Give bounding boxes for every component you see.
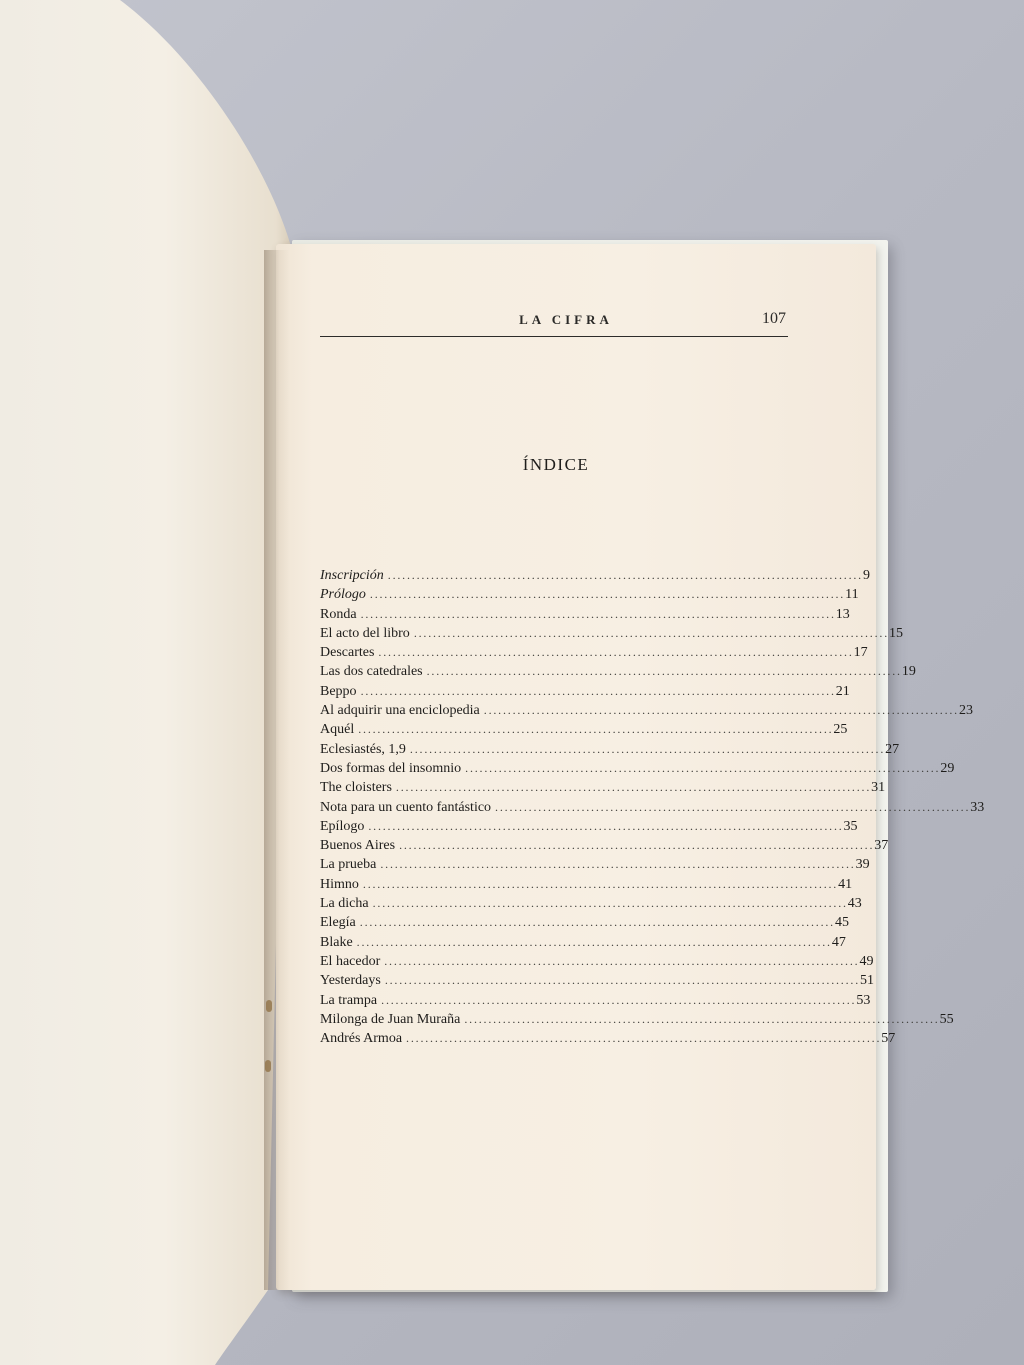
toc-entry-page: 15 <box>889 625 904 641</box>
toc-entry <box>320 566 870 585</box>
toc-entry-page: 45 <box>834 915 849 931</box>
toc-entry-title: La trampa <box>320 992 378 1008</box>
toc-leader-dots: ................................................................................................... <box>358 722 834 737</box>
toc-entry <box>320 855 870 874</box>
toc-entry-title: Prólogo <box>320 587 366 603</box>
toc-leader-dots: ................................................................................................... <box>409 741 886 756</box>
toc-entry-title: La prueba <box>320 857 377 873</box>
toc-leader-dots: ................................................................................................... <box>380 857 856 872</box>
toc-entry-page: 53 <box>856 992 871 1008</box>
toc-entry <box>320 894 862 913</box>
toc-entry-title: Aquél <box>320 722 355 738</box>
toc-entry-page: 43 <box>847 896 862 912</box>
toc-entry <box>320 624 904 643</box>
toc-entry-title: Elegía <box>320 915 356 931</box>
toc-entry-title: El hacedor <box>320 953 381 969</box>
header-rule <box>320 336 788 337</box>
toc-entry <box>320 971 875 990</box>
toc-entry <box>320 605 850 624</box>
index-heading: ÍNDICE <box>522 455 590 474</box>
toc-entry-title: Eclesiastés, 1,9 <box>320 741 406 757</box>
toc-entry <box>320 682 850 701</box>
toc-entry <box>320 933 846 952</box>
page-number: 107 <box>762 310 786 327</box>
toc-entry <box>320 720 848 739</box>
toc-entry-page: 51 <box>860 973 875 989</box>
toc-leader-dots: ................................................................................................... <box>465 760 941 775</box>
toc-entry-page: 27 <box>885 741 900 757</box>
toc-entry <box>320 701 973 720</box>
toc-leader-dots: ................................................................................................... <box>378 645 854 660</box>
toc-entry <box>320 1029 896 1048</box>
toc-entry-page: 19 <box>901 664 916 680</box>
toc-entry <box>320 759 955 778</box>
toc-entry <box>320 836 889 855</box>
toc-entry-title: Epílogo <box>320 818 365 834</box>
toc-entry-page: 33 <box>970 799 985 815</box>
toc-leader-dots: ................................................................................................... <box>360 683 836 698</box>
toc-leader-dots: ................................................................................................... <box>399 838 875 853</box>
toc-leader-dots: ................................................................................................... <box>356 934 832 949</box>
toc-leader-dots: ................................................................................................... <box>360 606 836 621</box>
toc-leader-dots: ................................................................................................... <box>368 818 844 833</box>
toc-leader-dots: ................................................................................................... <box>495 799 971 814</box>
toc-leader-dots: ................................................................................................... <box>406 1031 882 1046</box>
toc-entry-title: Las dos catedrales <box>320 664 423 680</box>
toc-entry-page: 21 <box>835 683 850 699</box>
toc-leader-dots: ................................................................................................... <box>372 896 848 911</box>
toc-entry-page: 23 <box>958 703 973 719</box>
toc-entry-title: Yesterdays <box>320 973 381 989</box>
toc-entry-page: 17 <box>853 645 868 661</box>
toc-entry-page: 55 <box>939 1011 954 1027</box>
toc-leader-dots: ................................................................................................... <box>381 992 857 1007</box>
toc-leader-dots: ................................................................................................... <box>384 953 860 968</box>
toc-entry <box>320 643 868 662</box>
toc-entry-title: Himno <box>320 876 359 892</box>
toc-entry-title: La dicha <box>320 896 369 912</box>
toc-entry-title: Nota para un cuento fantástico <box>320 799 492 815</box>
toc-leader-dots: ................................................................................................... <box>395 780 872 795</box>
toc-entry-title: Milonga de Juan Muraña <box>320 1011 461 1027</box>
left-page <box>0 0 300 1365</box>
stain-mark <box>266 1000 272 1012</box>
toc-entry-page: 31 <box>871 780 886 796</box>
toc-entry-title: Descartes <box>320 645 375 661</box>
toc-entry-page: 13 <box>835 606 850 622</box>
toc-entry <box>320 798 985 817</box>
toc-leader-dots: ................................................................................................... <box>369 587 846 602</box>
running-head-title: LA CIFRA <box>519 312 613 327</box>
toc-entry <box>320 662 916 681</box>
toc-entry-title: Blake <box>320 934 353 950</box>
toc-entry-page: 47 <box>831 934 846 950</box>
toc-entry-title: Al adquirir una enciclopedia <box>320 703 480 719</box>
toc-leader-dots: ................................................................................................... <box>426 664 902 679</box>
toc-entry-page: 11 <box>845 587 859 603</box>
table-of-contents <box>320 566 985 1048</box>
toc-leader-dots: ................................................................................................... <box>384 973 861 988</box>
toc-entry <box>320 913 849 932</box>
toc-entry-page: 39 <box>855 857 870 873</box>
toc-leader-dots: ................................................................................................... <box>413 625 890 640</box>
toc-entry <box>320 585 859 604</box>
toc-leader-dots: ................................................................................................... <box>483 703 959 718</box>
toc-entry-title: Inscripción <box>320 568 384 583</box>
toc-entry-title: Buenos Aires <box>320 838 396 854</box>
toc-entry-title: Ronda <box>320 606 357 622</box>
toc-leader-dots: ................................................................................................... <box>464 1011 940 1026</box>
toc-entry-page: 41 <box>838 876 853 892</box>
toc-entry-page: 25 <box>833 722 848 738</box>
toc-entry-page: 57 <box>881 1031 896 1047</box>
toc-entry-page: 29 <box>940 760 955 776</box>
page-gutter-shadow <box>264 250 290 1290</box>
toc-leader-dots: ................................................................................................... <box>359 915 835 930</box>
toc-entry-page: 37 <box>874 838 889 854</box>
stain-mark <box>265 1060 271 1072</box>
toc-entry-title: Beppo <box>320 683 357 699</box>
toc-leader-dots: ................................................................................................... <box>362 876 839 891</box>
toc-leader-dots: ................................................................................................... <box>387 568 863 582</box>
toc-entry <box>320 952 874 971</box>
toc-entry-title: Dos formas del insomnio <box>320 760 462 776</box>
toc-entry-title: The cloisters <box>320 780 392 796</box>
toc-entry-title: El acto del libro <box>320 625 410 641</box>
toc-entry <box>320 740 900 759</box>
toc-entry-page: 49 <box>859 953 874 969</box>
toc-entry-page: 35 <box>843 818 858 834</box>
toc-entry <box>320 817 858 836</box>
toc-entry-title: Andrés Armoa <box>320 1031 403 1047</box>
toc-entry <box>320 1010 954 1029</box>
toc-entry <box>320 778 886 797</box>
toc-entry <box>320 991 871 1010</box>
toc-entry-page: 9 <box>862 568 870 583</box>
toc-entry <box>320 875 853 894</box>
